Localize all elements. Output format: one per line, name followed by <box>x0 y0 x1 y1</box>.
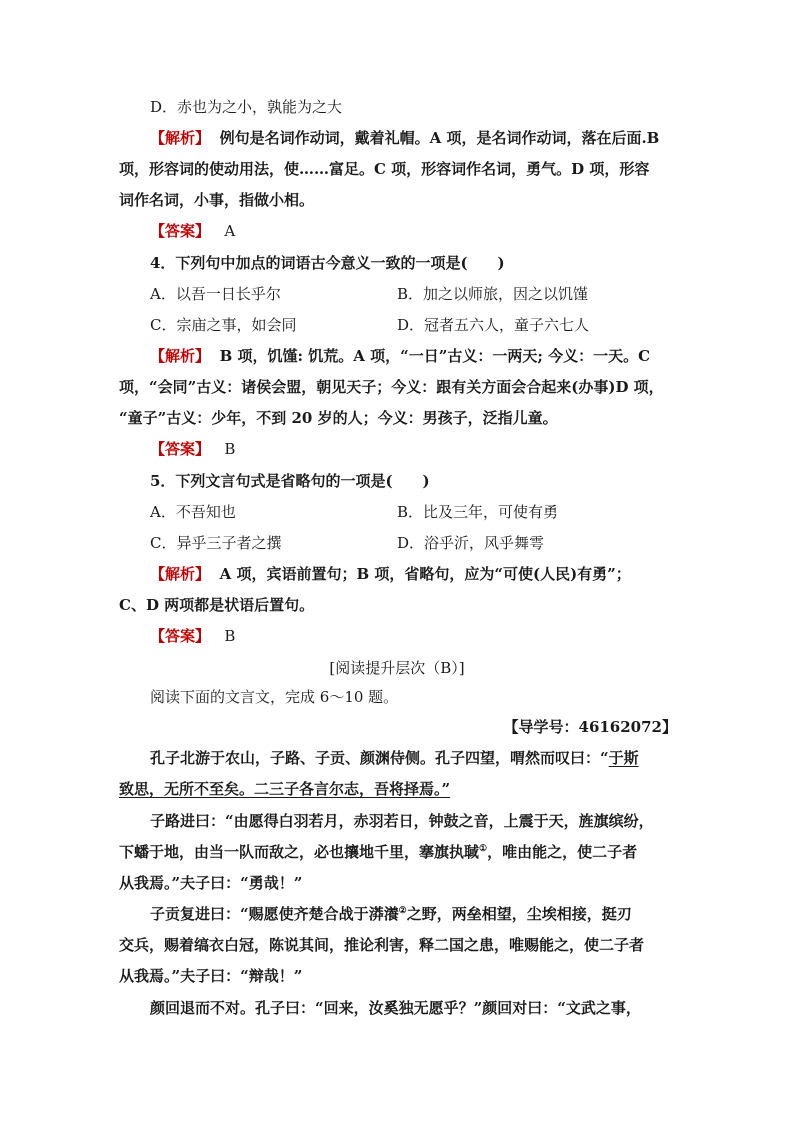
underlined-text: 于斯 <box>608 749 639 767</box>
q5-option-a: A．不吾知也 <box>150 503 236 521</box>
analysis-tag: 【 解析 】 <box>150 129 210 147</box>
analysis-text: A 项，宾语前置句；B 项，省略句，应为“可使(人民)有勇”； <box>219 565 631 583</box>
passage-line: 从我焉。”夫子曰：“辩哉！” <box>119 967 303 985</box>
analysis-text-line: 词作名词，小事，指做小相。 <box>119 191 315 209</box>
answer-value: B <box>224 627 236 645</box>
q5-option-b: B．比及三年，可使有勇 <box>397 503 559 521</box>
footnote-marker: ② <box>398 906 407 916</box>
answer-tag: 【 答案 】 <box>150 440 210 458</box>
answer-value: A <box>224 222 236 240</box>
analysis-text-line: C、D 两项都是状语后置句。 <box>119 596 315 614</box>
q4-option-a: A．以吾一日长乎尔 <box>150 285 281 303</box>
q5-option-c: C．异乎三子者之撰 <box>150 534 282 552</box>
q4-option-b: B．加之以师旅，因之以饥馑 <box>397 285 589 303</box>
passage-text: 子贡复进曰：“赐愿使齐楚合战于漭瀁 <box>150 905 399 923</box>
analysis-tag: 【 解析 】 <box>150 347 210 365</box>
q5-answer <box>150 625 710 647</box>
passage-text: ，唯由能之，使二子者 <box>487 843 638 861</box>
analysis-text: B 项，饥馑: 饥荒。A 项，“一日”古义：一两天; 今义：一天。C <box>219 347 651 365</box>
passage-text: 孔子北游于农山，子路、子贡、颜渊侍侧。孔子四望，喟然而叹曰：“ <box>150 749 609 767</box>
underlined-text: 致思，无所不至矣。二三子各言尔志，吾将择焉。” <box>119 780 451 798</box>
footnote-marker: ① <box>479 844 488 854</box>
q5-option-d: D．浴乎沂，风乎舞雩 <box>397 534 545 552</box>
q4-option-c: C．宗庙之事，如会同 <box>150 316 297 334</box>
passage-line: 交兵，赐着缟衣白冠，陈说其间，推论利害，释二国之患，唯赐能之，使二子者 <box>119 936 645 954</box>
passage-text: 之野，两垒相望，尘埃相接，挺刃 <box>406 905 632 923</box>
q3-answer <box>150 220 710 242</box>
q3-option-d: D．赤也为之小，孰能为之大 <box>150 98 343 116</box>
passage-paragraph-1 <box>150 747 710 769</box>
section-title: [阅读提升层次（B）] <box>329 659 465 677</box>
passage-paragraph-2: 子路进曰：“由愿得白羽若月，赤羽若日，钟鼓之音，上震于天，旌旗缤纷， <box>150 812 654 830</box>
passage-line: 从我焉。”夫子曰：“勇哉！” <box>119 874 303 892</box>
section-instruction: 阅读下面的文言文，完成 6～10 题。 <box>150 688 399 706</box>
passage-paragraph-4: 颜回退而不对。孔子曰：“回来，汝奚独无愿乎？”颜回对曰：“文武之事， <box>150 999 641 1017</box>
q5-analysis <box>150 563 710 585</box>
q3-analysis <box>150 127 710 149</box>
analysis-text-line: “童子”古义：少年，不到 20 岁的人；今义：男孩子，泛指儿童。 <box>119 409 558 427</box>
q4-analysis <box>150 345 710 367</box>
analysis-text: 例句是名词作动词，戴着礼帽。A 项，是名词作动词，落在后面.B <box>219 129 660 147</box>
answer-value: B <box>224 440 236 458</box>
q4-option-d: D．冠者五六人，童子六七人 <box>397 316 590 334</box>
q5-stem: 5．下列文言句式是省略句的一项是( ) <box>150 472 430 490</box>
analysis-text-line: 项，“会同”古义：诸侯会盟，朝见天子；今义：跟有关方面会合起来(办事)D 项， <box>119 378 664 396</box>
guide-number: 【导学号：46162072】 <box>503 718 677 736</box>
passage-text: 下蟠于地，由当一队而敌之，必也攘地千里，搴旗执聝 <box>119 843 480 861</box>
answer-tag: 【 答案 】 <box>150 222 210 240</box>
passage-line <box>119 778 679 800</box>
q4-answer <box>150 438 710 460</box>
answer-tag: 【 答案 】 <box>150 627 210 645</box>
analysis-text-line: 项，形容词的使动用法，使……富足。C 项，形容词作名词，勇气。D 项，形容 <box>119 160 650 178</box>
q4-stem: 4．下列句中加点的词语古今意义一致的一项是( ) <box>150 254 505 272</box>
analysis-tag: 【 解析 】 <box>150 565 210 583</box>
passage-line <box>119 841 679 863</box>
passage-paragraph-3 <box>150 903 710 925</box>
